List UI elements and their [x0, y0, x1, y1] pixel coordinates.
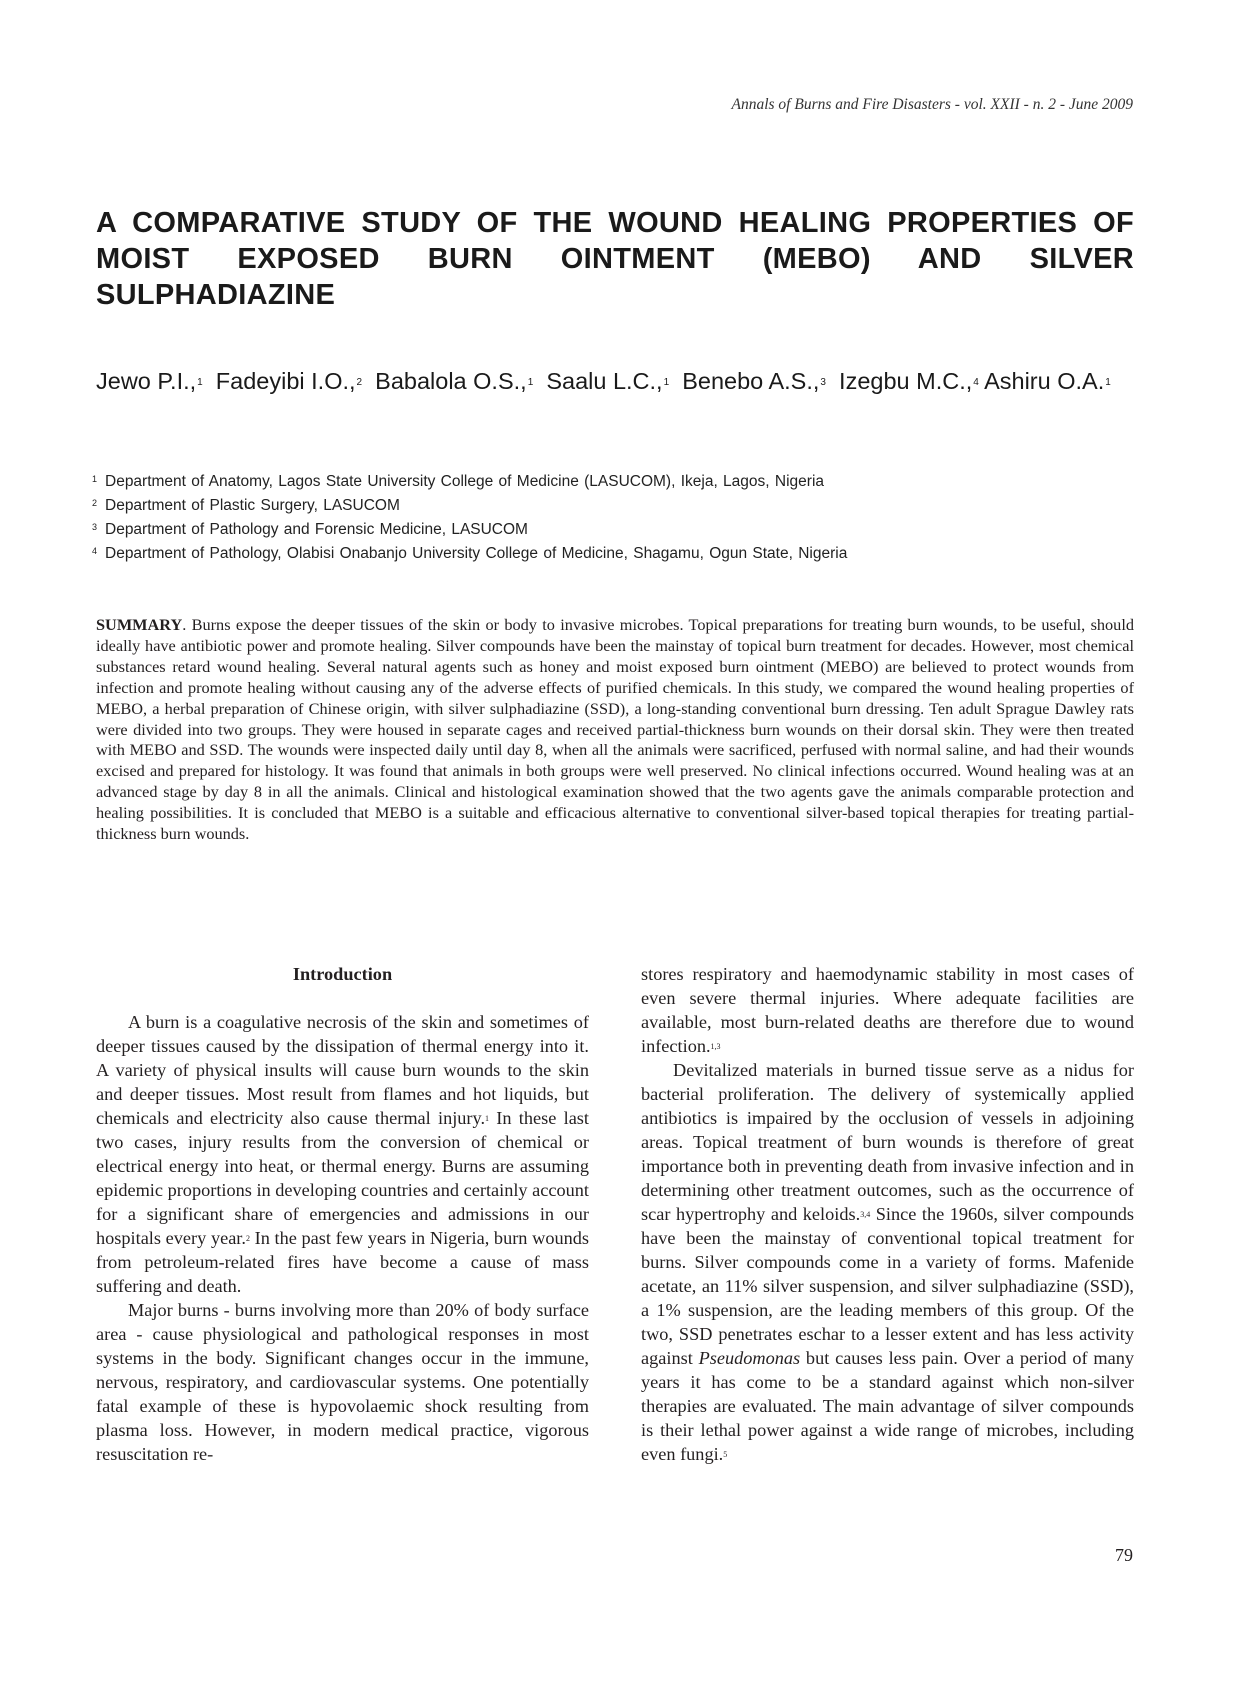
article-title: A COMPARATIVE STUDY OF THE WOUND HEALING PROPERTIES OF MOIST EXPOSED BURN OINTMENT (MEBO) AND SILVER SULPHADIAZINE [96, 207, 1134, 311]
affiliation: 2 Department of Plastic Surgery, LASUCOM [92, 497, 400, 514]
author: Benebo A.S.,$^3$ [682, 368, 826, 394]
affiliation-list [92, 470, 1132, 566]
author: Jewo P.I.,$^1$ [96, 368, 203, 394]
affiliation: 4 Department of Pathology, Olabisi Onabanjo University College of Medicine, Shagamu, Ogun State, Nigeria [92, 545, 848, 562]
affiliation: 1 Department of Anatomy, Lagos State University College of Medicine (LASUCOM), Ikeja, Lagos, Nigeria [92, 473, 825, 490]
summary-label: SUMMARY [96, 615, 183, 634]
page-number: 79 [1115, 1545, 1133, 1565]
right-column [641, 962, 1134, 1466]
paragraph: Major burns - burns involving more than 20% of body surface area - cause physiological and pathological responses in most systems in the body. Significant changes occur in the immune, nervous, respiratory, and cardiovascular systems. One potentially fatal example of these is hypovolaemic shock resulting from plasma loss. However, in modern medical practice, vigorous resuscitation re- [96, 1300, 589, 1464]
summary-text: . Burns expose the deeper tissues of the skin or body to invasive microbes. Topical preparations for treating burn wounds, to be useful, should ideally have antibiotic power and promote healing. Silver compounds have been the mainstay of topical burn treatment for decades. However, most chemical substances retard wound healing. Several natural agents such as honey and moist exposed burn ointment (MEBO) are believed to protect wounds from infection and promote healing without causing any of the adverse effects of purified chemicals. In this study, we compared the wound healing properties of MEBO, a herbal preparation of Chinese origin, with silver sulphadiazine (SSD), a long-standing conventional burn dressing. Ten adult Sprague Dawley rats were divided into two groups. They were housed in separate cages and received partial-thickness burn wounds on their dorsal skin. They were then treated with MEBO and SSD. The wounds were inspected daily until day 8, when all the animals were sacrificed, perfused with normal saline, and had their wounds excised and prepared for histology. It was found that animals in both groups were well preserved. No clinical infections occurred. Wound healing was at an advanced stage by day 8 in all the animals. Clinical and histological examination showed that the two agents gave the animals comparable protection and healing possibilities. It is concluded that MEBO is a suitable and efficacious alternative to conventional silver-based topical therapies for treating partial-thickness burn wounds. [96, 615, 1134, 844]
paragraph: Devitalized materials in burned tissue serve as a nidus for bacterial proliferation. The delivery of systemically applied antibiotics is impaired by the occlusion of vessels in adjoining areas. Topical treatment of burn wounds is therefore of great importance both in preventing death from invasive infection and in determining other treatment outcomes, such as the occurrence of scar hypertrophy and keloids.$^{3,4}$ Since the 1960s, silver compounds have been the mainstay of conventional topical treatment for burns. Silver compounds come in a variety of forms. Mafenide acetate, an 11% silver suspension, and silver sulphadiazine (SSD), a 1% suspension, are the leading members of this group. Of the two, SSD penetrates eschar to a lesser extent and has less activity against Pseudomonas but causes less pain. Over a period of many years it has come to be a standard against which non-silver therapies are evaluated. The main advantage of silver compounds is their lethal power against a wide range of microbes, including even fungi.$^5$ [641, 1060, 1134, 1464]
paragraph: A burn is a coagulative necrosis of the skin and sometimes of deeper tissues caused by the dissipation of thermal energy into it. A variety of physical insults will cause burn wounds to the skin and deeper tissues. Most result from flames and hot liquids, but chemicals and electricity also cause thermal injury.$^1$ In these last two cases, injury results from the conversion of chemical or electrical energy into heat, or thermal energy. Burns are assuming epidemic proportions in developing countries and certainly account for a significant share of emergencies and admissions in our hospitals every year.$^2$ In the past few years in Nigeria, burn wounds from petroleum-related fires have become a cause of mass suffering and death. [96, 1012, 589, 1296]
author-list [96, 365, 1134, 397]
affiliation: 3 Department of Pathology and Forensic Medicine, LASUCOM [92, 521, 528, 538]
summary-abstract [96, 615, 1134, 845]
left-column [96, 962, 589, 1466]
paragraph: stores respiratory and haemodynamic stability in most cases of even severe thermal injuries. Where adequate facilities are available, most burn-related deaths are therefore due to wound infection.$^{1,3}$ [641, 964, 1134, 1056]
author: Ashiru O.A.$^1$ [984, 368, 1111, 394]
author: Izegbu M.C.,$^4$ [839, 368, 979, 394]
author: Fadeyibi I.O.,$^2$ [215, 368, 363, 394]
author: Saalu L.C.,$^1$ [546, 368, 670, 394]
section-heading-introduction: Introduction [292, 964, 393, 984]
author: Babalola O.S.,$^1$ [375, 368, 534, 394]
running-header: Annals of Burns and Fire Disasters - vol. XXII - n. 2 - June 2009 [731, 96, 1133, 113]
